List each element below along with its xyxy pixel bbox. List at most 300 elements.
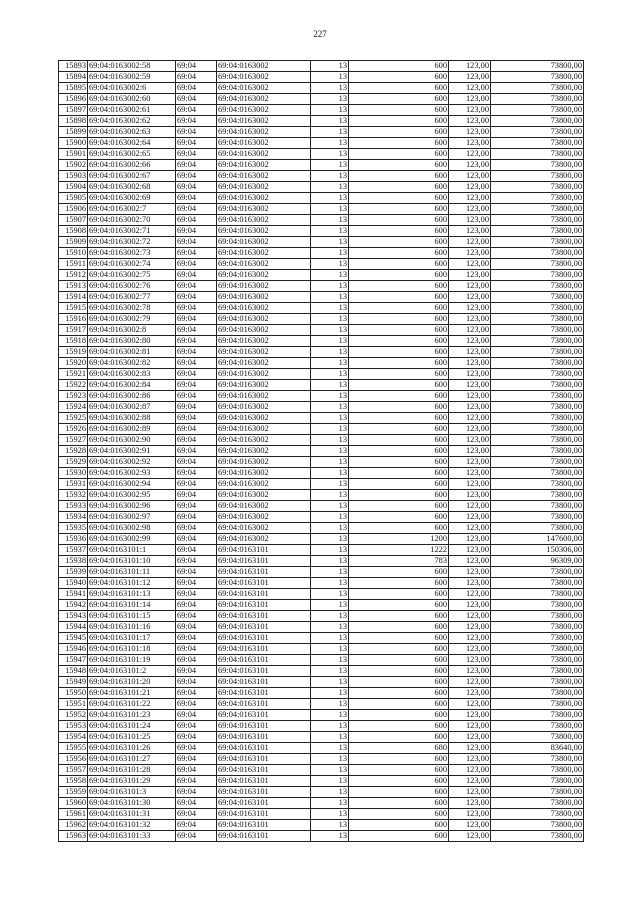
category-code-cell: 13 <box>311 391 349 402</box>
row-number-cell: 15933 <box>59 501 88 512</box>
price-cell: 123,00 <box>449 732 491 743</box>
category-code-cell: 13 <box>311 655 349 666</box>
category-code-cell: 13 <box>311 677 349 688</box>
category-code-cell: 13 <box>311 61 349 72</box>
area-cell: 600 <box>349 787 449 798</box>
category-code-cell: 13 <box>311 776 349 787</box>
cadastral-number-cell: 69:04:0163002:75 <box>88 270 176 281</box>
price-cell: 123,00 <box>449 633 491 644</box>
category-code-cell: 13 <box>311 446 349 457</box>
row-number-cell: 15923 <box>59 391 88 402</box>
table-row <box>59 424 584 435</box>
cadastral-number-cell: 69:04:0163002:83 <box>88 369 176 380</box>
price-cell: 123,00 <box>449 61 491 72</box>
district-code-cell: 69:04 <box>176 765 217 776</box>
area-cell: 600 <box>349 468 449 479</box>
price-cell: 123,00 <box>449 413 491 424</box>
category-code-cell: 13 <box>311 523 349 534</box>
price-cell: 123,00 <box>449 699 491 710</box>
total-cell: 83640,00 <box>491 743 584 754</box>
cadastral-number-cell: 69:04:0163101:3 <box>88 787 176 798</box>
row-number-cell: 15958 <box>59 776 88 787</box>
total-cell: 73800,00 <box>491 732 584 743</box>
district-code-cell: 69:04 <box>176 545 217 556</box>
table-row <box>59 402 584 413</box>
block-number-cell: 69:04:0163002 <box>217 72 311 83</box>
row-number-cell: 15929 <box>59 457 88 468</box>
district-code-cell: 69:04 <box>176 237 217 248</box>
table-row <box>59 754 584 765</box>
block-number-cell: 69:04:0163002 <box>217 259 311 270</box>
price-cell: 123,00 <box>449 534 491 545</box>
category-code-cell: 13 <box>311 721 349 732</box>
cadastral-number-cell: 69:04:0163101:1 <box>88 545 176 556</box>
cadastral-number-cell: 69:04:0163101:27 <box>88 754 176 765</box>
district-code-cell: 69:04 <box>176 358 217 369</box>
row-number-cell: 15932 <box>59 490 88 501</box>
area-cell: 600 <box>349 270 449 281</box>
category-code-cell: 13 <box>311 138 349 149</box>
district-code-cell: 69:04 <box>176 457 217 468</box>
cadastral-number-cell: 69:04:0163101:20 <box>88 677 176 688</box>
row-number-cell: 15902 <box>59 160 88 171</box>
total-cell: 73800,00 <box>491 710 584 721</box>
price-cell: 123,00 <box>449 303 491 314</box>
area-cell: 600 <box>349 589 449 600</box>
row-number-cell: 15893 <box>59 61 88 72</box>
category-code-cell: 13 <box>311 248 349 259</box>
table-row <box>59 512 584 523</box>
cadastral-number-cell: 69:04:0163002:92 <box>88 457 176 468</box>
area-cell: 600 <box>349 72 449 83</box>
table-row <box>59 556 584 567</box>
district-code-cell: 69:04 <box>176 732 217 743</box>
block-number-cell: 69:04:0163002 <box>217 534 311 545</box>
table-row <box>59 501 584 512</box>
district-code-cell: 69:04 <box>176 798 217 809</box>
price-cell: 123,00 <box>449 325 491 336</box>
area-cell: 600 <box>349 325 449 336</box>
row-number-cell: 15963 <box>59 831 88 842</box>
row-number-cell: 15940 <box>59 578 88 589</box>
row-number-cell: 15945 <box>59 633 88 644</box>
row-number-cell: 15943 <box>59 611 88 622</box>
row-number-cell: 15936 <box>59 534 88 545</box>
total-cell: 73800,00 <box>491 611 584 622</box>
area-cell: 600 <box>349 699 449 710</box>
price-cell: 123,00 <box>449 127 491 138</box>
table-row <box>59 545 584 556</box>
category-code-cell: 13 <box>311 600 349 611</box>
category-code-cell: 13 <box>311 72 349 83</box>
total-cell: 73800,00 <box>491 72 584 83</box>
district-code-cell: 69:04 <box>176 600 217 611</box>
row-number-cell: 15922 <box>59 380 88 391</box>
row-number-cell: 15925 <box>59 413 88 424</box>
row-number-cell: 15944 <box>59 622 88 633</box>
cadastral-number-cell: 69:04:0163101:2 <box>88 666 176 677</box>
category-code-cell: 13 <box>311 226 349 237</box>
row-number-cell: 15952 <box>59 710 88 721</box>
price-cell: 123,00 <box>449 479 491 490</box>
district-code-cell: 69:04 <box>176 435 217 446</box>
price-cell: 123,00 <box>449 512 491 523</box>
category-code-cell: 13 <box>311 732 349 743</box>
table-row <box>59 666 584 677</box>
cadastral-number-cell: 69:04:0163101:11 <box>88 567 176 578</box>
area-cell: 600 <box>349 479 449 490</box>
category-code-cell: 13 <box>311 160 349 171</box>
block-number-cell: 69:04:0163101 <box>217 787 311 798</box>
category-code-cell: 13 <box>311 699 349 710</box>
district-code-cell: 69:04 <box>176 347 217 358</box>
price-cell: 123,00 <box>449 556 491 567</box>
table-row <box>59 270 584 281</box>
district-code-cell: 69:04 <box>176 611 217 622</box>
category-code-cell: 13 <box>311 611 349 622</box>
cadastral-number-cell: 69:04:0163002:80 <box>88 336 176 347</box>
table-row <box>59 743 584 754</box>
district-code-cell: 69:04 <box>176 831 217 842</box>
table-row <box>59 479 584 490</box>
price-cell: 123,00 <box>449 721 491 732</box>
row-number-cell: 15901 <box>59 149 88 160</box>
cadastral-number-cell: 69:04:0163101:14 <box>88 600 176 611</box>
cadastral-number-cell: 69:04:0163002:98 <box>88 523 176 534</box>
district-code-cell: 69:04 <box>176 424 217 435</box>
total-cell: 147600,00 <box>491 534 584 545</box>
table-row <box>59 248 584 259</box>
cadastral-number-cell: 69:04:0163002:79 <box>88 314 176 325</box>
price-cell: 123,00 <box>449 457 491 468</box>
price-cell: 123,00 <box>449 578 491 589</box>
total-cell: 96309,00 <box>491 556 584 567</box>
table-row <box>59 314 584 325</box>
row-number-cell: 15935 <box>59 523 88 534</box>
area-cell: 600 <box>349 446 449 457</box>
price-cell: 123,00 <box>449 831 491 842</box>
table-row <box>59 391 584 402</box>
area-cell: 600 <box>349 248 449 259</box>
table-row <box>59 281 584 292</box>
cadastral-number-cell: 69:04:0163002:78 <box>88 303 176 314</box>
total-cell: 73800,00 <box>491 424 584 435</box>
table-row <box>59 820 584 831</box>
total-cell: 73800,00 <box>491 413 584 424</box>
district-code-cell: 69:04 <box>176 699 217 710</box>
area-cell: 1200 <box>349 534 449 545</box>
category-code-cell: 13 <box>311 270 349 281</box>
block-number-cell: 69:04:0163101 <box>217 556 311 567</box>
cadastral-number-cell: 69:04:0163002:97 <box>88 512 176 523</box>
total-cell: 73800,00 <box>491 204 584 215</box>
table-row <box>59 127 584 138</box>
block-number-cell: 69:04:0163002 <box>217 501 311 512</box>
table-row <box>59 655 584 666</box>
table-row <box>59 215 584 226</box>
price-cell: 123,00 <box>449 204 491 215</box>
row-number-cell: 15894 <box>59 72 88 83</box>
table-row <box>59 358 584 369</box>
page-number: 227 <box>313 29 327 39</box>
cadastral-number-cell: 69:04:0163002:69 <box>88 193 176 204</box>
block-number-cell: 69:04:0163002 <box>217 413 311 424</box>
price-cell: 123,00 <box>449 622 491 633</box>
block-number-cell: 69:04:0163002 <box>217 248 311 259</box>
block-number-cell: 69:04:0163002 <box>217 270 311 281</box>
table-row <box>59 457 584 468</box>
total-cell: 73800,00 <box>491 435 584 446</box>
table-row <box>59 226 584 237</box>
total-cell: 73800,00 <box>491 358 584 369</box>
price-cell: 123,00 <box>449 567 491 578</box>
row-number-cell: 15909 <box>59 237 88 248</box>
total-cell: 73800,00 <box>491 446 584 457</box>
area-cell: 600 <box>349 424 449 435</box>
category-code-cell: 13 <box>311 314 349 325</box>
district-code-cell: 69:04 <box>176 160 217 171</box>
cadastral-number-cell: 69:04:0163002:66 <box>88 160 176 171</box>
total-cell: 73800,00 <box>491 402 584 413</box>
table-row <box>59 809 584 820</box>
price-cell: 123,00 <box>449 248 491 259</box>
total-cell: 73800,00 <box>491 270 584 281</box>
total-cell: 73800,00 <box>491 259 584 270</box>
category-code-cell: 13 <box>311 809 349 820</box>
category-code-cell: 13 <box>311 193 349 204</box>
cadastral-number-cell: 69:04:0163101:24 <box>88 721 176 732</box>
district-code-cell: 69:04 <box>176 468 217 479</box>
price-cell: 123,00 <box>449 820 491 831</box>
area-cell: 600 <box>349 259 449 270</box>
area-cell: 600 <box>349 435 449 446</box>
cadastral-number-cell: 69:04:0163002:65 <box>88 149 176 160</box>
category-code-cell: 13 <box>311 468 349 479</box>
price-cell: 123,00 <box>449 160 491 171</box>
row-number-cell: 15946 <box>59 644 88 655</box>
block-number-cell: 69:04:0163002 <box>217 490 311 501</box>
row-number-cell: 15913 <box>59 281 88 292</box>
total-cell: 73800,00 <box>491 677 584 688</box>
cadastral-number-cell: 69:04:0163101:15 <box>88 611 176 622</box>
block-number-cell: 69:04:0163101 <box>217 677 311 688</box>
district-code-cell: 69:04 <box>176 721 217 732</box>
block-number-cell: 69:04:0163002 <box>217 303 311 314</box>
total-cell: 73800,00 <box>491 215 584 226</box>
block-number-cell: 69:04:0163002 <box>217 160 311 171</box>
category-code-cell: 13 <box>311 94 349 105</box>
price-cell: 123,00 <box>449 171 491 182</box>
block-number-cell: 69:04:0163101 <box>217 710 311 721</box>
area-cell: 600 <box>349 303 449 314</box>
row-number-cell: 15899 <box>59 127 88 138</box>
row-number-cell: 15896 <box>59 94 88 105</box>
cadastral-number-cell: 69:04:0163101:29 <box>88 776 176 787</box>
category-code-cell: 13 <box>311 281 349 292</box>
table-body <box>59 61 584 842</box>
district-code-cell: 69:04 <box>176 809 217 820</box>
area-cell: 600 <box>349 644 449 655</box>
price-cell: 123,00 <box>449 545 491 556</box>
block-number-cell: 69:04:0163002 <box>217 369 311 380</box>
district-code-cell: 69:04 <box>176 413 217 424</box>
price-cell: 123,00 <box>449 710 491 721</box>
block-number-cell: 69:04:0163002 <box>217 446 311 457</box>
area-cell: 600 <box>349 732 449 743</box>
total-cell: 73800,00 <box>491 149 584 160</box>
area-cell: 600 <box>349 182 449 193</box>
cadastral-number-cell: 69:04:0163002:68 <box>88 182 176 193</box>
cadastral-number-cell: 69:04:0163101:10 <box>88 556 176 567</box>
row-number-cell: 15926 <box>59 424 88 435</box>
area-cell: 600 <box>349 83 449 94</box>
price-cell: 123,00 <box>449 666 491 677</box>
row-number-cell: 15915 <box>59 303 88 314</box>
table-row <box>59 831 584 842</box>
district-code-cell: 69:04 <box>176 105 217 116</box>
row-number-cell: 15905 <box>59 193 88 204</box>
price-cell: 123,00 <box>449 600 491 611</box>
area-cell: 600 <box>349 710 449 721</box>
table-row <box>59 94 584 105</box>
table-row <box>59 61 584 72</box>
area-cell: 600 <box>349 765 449 776</box>
category-code-cell: 13 <box>311 589 349 600</box>
row-number-cell: 15904 <box>59 182 88 193</box>
cadastral-number-cell: 69:04:0163002:88 <box>88 413 176 424</box>
category-code-cell: 13 <box>311 380 349 391</box>
district-code-cell: 69:04 <box>176 303 217 314</box>
total-cell: 73800,00 <box>491 369 584 380</box>
area-cell: 600 <box>349 160 449 171</box>
table-row <box>59 413 584 424</box>
district-code-cell: 69:04 <box>176 391 217 402</box>
district-code-cell: 69:04 <box>176 83 217 94</box>
total-cell: 73800,00 <box>491 490 584 501</box>
category-code-cell: 13 <box>311 347 349 358</box>
price-cell: 123,00 <box>449 380 491 391</box>
total-cell: 73800,00 <box>491 193 584 204</box>
cadastral-number-cell: 69:04:0163101:30 <box>88 798 176 809</box>
table-row <box>59 600 584 611</box>
area-cell: 600 <box>349 369 449 380</box>
price-cell: 123,00 <box>449 490 491 501</box>
row-number-cell: 15910 <box>59 248 88 259</box>
cadastral-number-cell: 69:04:0163002:93 <box>88 468 176 479</box>
total-cell: 73800,00 <box>491 831 584 842</box>
block-number-cell: 69:04:0163002 <box>217 314 311 325</box>
cadastral-number-cell: 69:04:0163002:84 <box>88 380 176 391</box>
category-code-cell: 13 <box>311 501 349 512</box>
block-number-cell: 69:04:0163002 <box>217 424 311 435</box>
cadastral-number-cell: 69:04:0163002:67 <box>88 171 176 182</box>
total-cell: 73800,00 <box>491 457 584 468</box>
table-row <box>59 468 584 479</box>
district-code-cell: 69:04 <box>176 116 217 127</box>
row-number-cell: 15916 <box>59 314 88 325</box>
area-cell: 600 <box>349 820 449 831</box>
table-row <box>59 490 584 501</box>
price-cell: 123,00 <box>449 358 491 369</box>
district-code-cell: 69:04 <box>176 523 217 534</box>
block-number-cell: 69:04:0163002 <box>217 325 311 336</box>
cadastral-number-cell: 69:04:0163101:25 <box>88 732 176 743</box>
total-cell: 73800,00 <box>491 116 584 127</box>
cadastral-number-cell: 69:04:0163002:87 <box>88 402 176 413</box>
price-cell: 123,00 <box>449 501 491 512</box>
row-number-cell: 15907 <box>59 215 88 226</box>
district-code-cell: 69:04 <box>176 644 217 655</box>
price-cell: 123,00 <box>449 259 491 270</box>
total-cell: 73800,00 <box>491 94 584 105</box>
area-cell: 600 <box>349 655 449 666</box>
district-code-cell: 69:04 <box>176 567 217 578</box>
price-cell: 123,00 <box>449 347 491 358</box>
row-number-cell: 15959 <box>59 787 88 798</box>
block-number-cell: 69:04:0163101 <box>217 545 311 556</box>
table-row <box>59 237 584 248</box>
area-cell: 600 <box>349 523 449 534</box>
cadastral-number-cell: 69:04:0163101:28 <box>88 765 176 776</box>
row-number-cell: 15912 <box>59 270 88 281</box>
price-cell: 123,00 <box>449 94 491 105</box>
category-code-cell: 13 <box>311 754 349 765</box>
area-cell: 600 <box>349 622 449 633</box>
district-code-cell: 69:04 <box>176 446 217 457</box>
area-cell: 1222 <box>349 545 449 556</box>
price-cell: 123,00 <box>449 424 491 435</box>
district-code-cell: 69:04 <box>176 677 217 688</box>
cadastral-number-cell: 69:04:0163002:81 <box>88 347 176 358</box>
total-cell: 73800,00 <box>491 182 584 193</box>
district-code-cell: 69:04 <box>176 182 217 193</box>
price-cell: 123,00 <box>449 589 491 600</box>
category-code-cell: 13 <box>311 303 349 314</box>
price-cell: 123,00 <box>449 116 491 127</box>
area-cell: 600 <box>349 149 449 160</box>
row-number-cell: 15960 <box>59 798 88 809</box>
area-cell: 600 <box>349 578 449 589</box>
table-row <box>59 380 584 391</box>
row-number-cell: 15962 <box>59 820 88 831</box>
area-cell: 600 <box>349 567 449 578</box>
category-code-cell: 13 <box>311 710 349 721</box>
area-cell: 600 <box>349 61 449 72</box>
total-cell: 73800,00 <box>491 523 584 534</box>
table-row <box>59 633 584 644</box>
block-number-cell: 69:04:0163002 <box>217 237 311 248</box>
cadastral-number-cell: 69:04:0163101:13 <box>88 589 176 600</box>
table-row <box>59 149 584 160</box>
table-row <box>59 732 584 743</box>
total-cell: 73800,00 <box>491 160 584 171</box>
cadastral-number-cell: 69:04:0163002:74 <box>88 259 176 270</box>
table-row <box>59 446 584 457</box>
price-cell: 123,00 <box>449 765 491 776</box>
area-cell: 600 <box>349 721 449 732</box>
total-cell: 73800,00 <box>491 754 584 765</box>
cadastral-number-cell: 69:04:0163101:21 <box>88 688 176 699</box>
table-row <box>59 677 584 688</box>
price-cell: 123,00 <box>449 677 491 688</box>
block-number-cell: 69:04:0163002 <box>217 127 311 138</box>
block-number-cell: 69:04:0163101 <box>217 732 311 743</box>
price-cell: 123,00 <box>449 314 491 325</box>
district-code-cell: 69:04 <box>176 666 217 677</box>
block-number-cell: 69:04:0163002 <box>217 512 311 523</box>
row-number-cell: 15942 <box>59 600 88 611</box>
total-cell: 73800,00 <box>491 61 584 72</box>
